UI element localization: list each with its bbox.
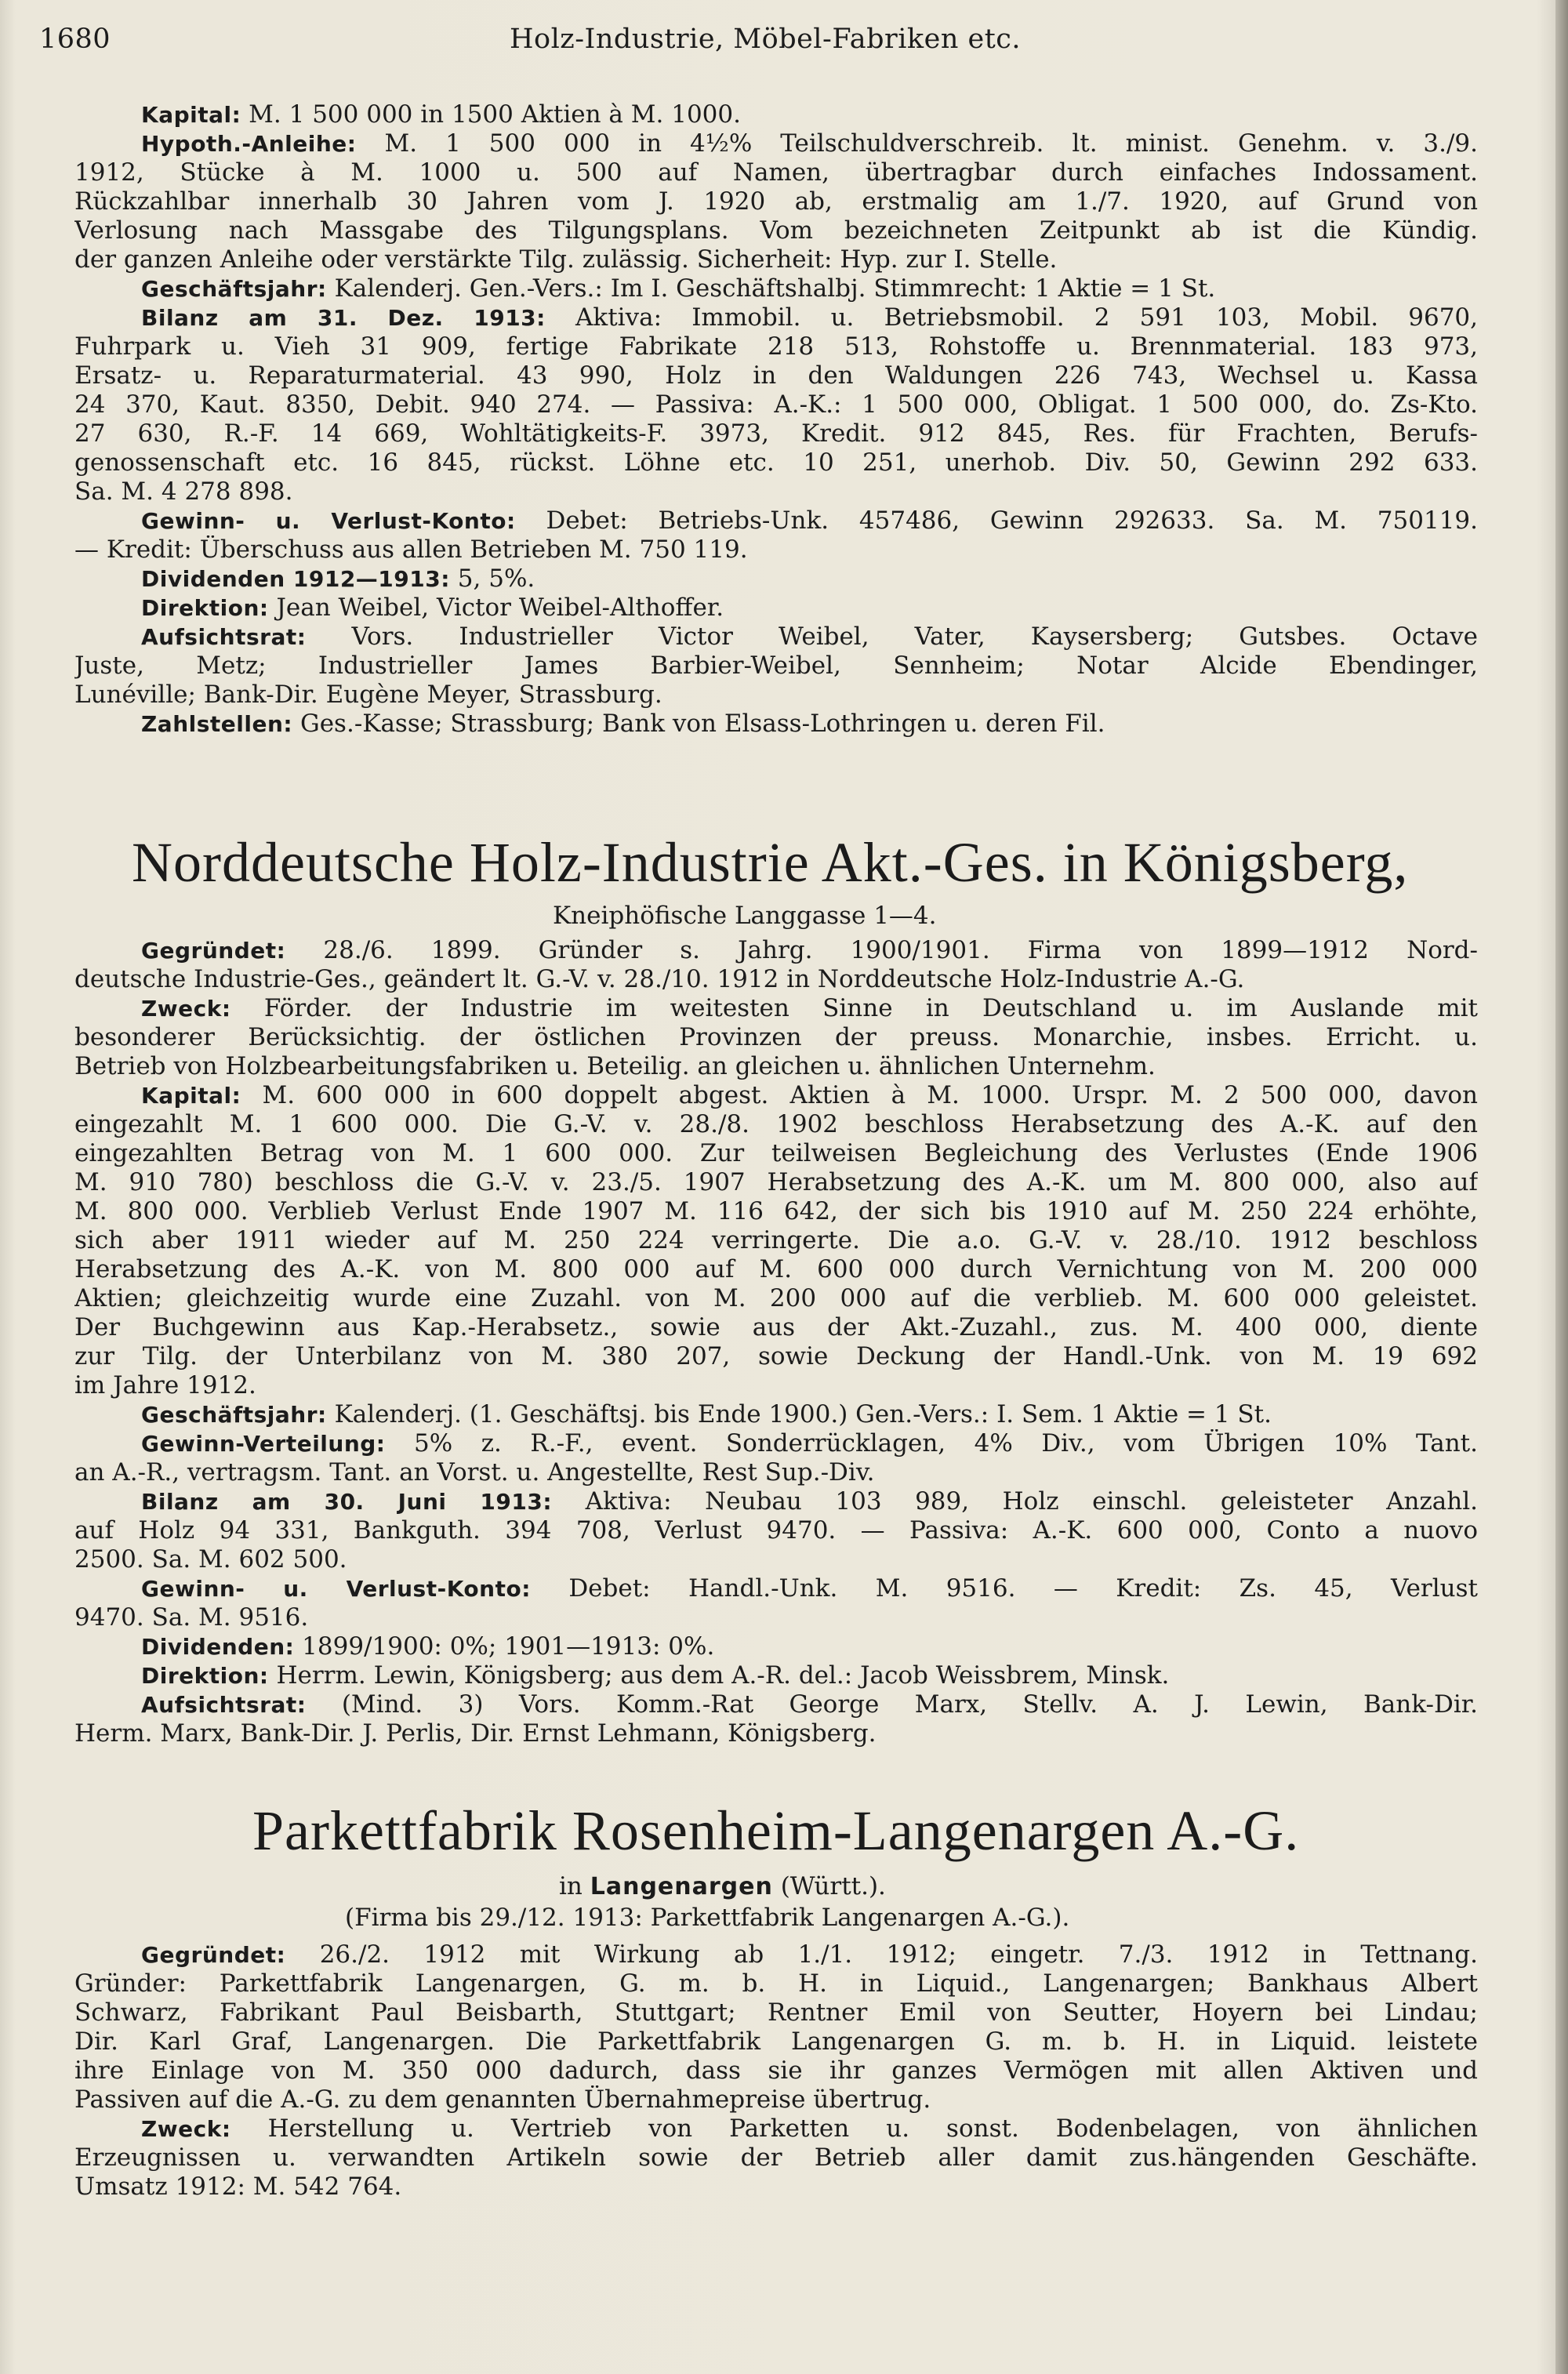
field-text: genossenschaft etc. 16 845, rückst. Löhne etc. 10 251, unerhob. Div. 50, Gewinn 292 633. xyxy=(74,448,1478,477)
text-line xyxy=(74,100,1478,129)
text-line xyxy=(74,710,1478,739)
text-line xyxy=(74,2027,1478,2056)
field-text: Juste, Metz; Industrieller James Barbier-Weibel, Sennheim; Notar Alcide Ebendinger, xyxy=(74,652,1478,680)
field-label: Bilanz am 30. Juni 1913: xyxy=(141,1489,553,1515)
field-text: Sa. M. 4 278 898. xyxy=(74,477,293,506)
text-line xyxy=(74,2085,1478,2114)
field-text: — Kredit: Überschuss aus allen Betrieben M. 750 119. xyxy=(74,535,748,564)
text-line xyxy=(74,936,1478,965)
text-line xyxy=(74,681,1478,710)
field-text: Erzeugnissen u. verwandten Artikeln sowie der Betrieb aller damit zus.hängenden Geschäfte. xyxy=(74,2143,1478,2172)
field-label: Geschäftsjahr: xyxy=(141,276,327,302)
field-text: deutsche Industrie-Ges., geändert lt. G.-V. v. 28./10. 1912 in Norddeutsche Holz-Industrie A.-G. xyxy=(74,965,1245,993)
field-text: eingezahlt M. 1 600 000. Die G.-V. v. 28./8. 1902 beschloss Herabsetzung des A.-K. auf den xyxy=(74,1110,1478,1138)
text-line xyxy=(74,1139,1478,1168)
field-text: Förder. der Industrie im weitesten Sinne in Deutschland u. im Auslande mit xyxy=(230,994,1478,1022)
field-text: (Mind. 3) Vors. Komm.-Rat George Marx, Stellv. A. J. Lewin, Bank-Dir. xyxy=(306,1690,1478,1719)
text-line xyxy=(74,2114,1478,2143)
text-line xyxy=(74,477,1478,506)
field-text: Ersatz- u. Reparaturmaterial. 43 990, Holz in den Waldungen 226 743, Wechsel u. Kassa xyxy=(74,361,1478,390)
entry-norddeutsche xyxy=(74,936,1478,1748)
field-text: der ganzen Anleihe oder verstärkte Tilg. zulässig. Sicherheit: Hyp. zur I. Stelle. xyxy=(74,245,1058,274)
field-label: Zahlstellen: xyxy=(141,711,293,737)
field-text: 9470. Sa. M. 9516. xyxy=(74,1603,309,1632)
field-text: besonderer Berücksichtig. der östlichen Provinzen der preuss. Monarchie, insbes. Erricht. u. xyxy=(74,1023,1478,1051)
page-header xyxy=(39,24,1490,63)
field-text: Herstellung u. Vertrieb von Parketten u. sonst. Bodenbelagen, von ähnlichen xyxy=(230,2114,1478,2143)
field-text: Herabsetzung des A.-K. von M. 800 000 auf M. 600 000 durch Vernichtung von M. 200 000 xyxy=(74,1255,1478,1283)
field-text: Gründer: Parkettfabrik Langenargen, G. m. b. H. in Liquid., Langenargen; Bankhaus Albert xyxy=(74,1969,1478,1998)
entry-location-parkettfabrik xyxy=(559,1872,886,1901)
text-line xyxy=(74,1516,1478,1545)
field-text: M. 910 780) beschloss die G.-V. v. 23./5. 1907 Herabsetzung des A.-K. um M. 800 000, also auf xyxy=(74,1168,1478,1196)
field-text: Passiven auf die A.-G. zu dem genannten Übernahmepreise übertrug. xyxy=(74,2085,931,2114)
text-line xyxy=(74,1023,1478,1052)
page-binding-edge xyxy=(1555,0,1568,2374)
entry-weibel-company xyxy=(74,100,1478,739)
text-line xyxy=(74,1342,1478,1371)
field-label: Gewinn- u. Verlust-Konto: xyxy=(141,508,516,534)
field-text: Rückzahlbar innerhalb 30 Jahren vom J. 1920 ab, erstmalig am 1./7. 1920, auf Grund von xyxy=(74,187,1478,216)
entry-title-norddeutsche: Norddeutsche Holz-Industrie Akt.-Ges. in Königsberg, xyxy=(132,831,1409,894)
field-text: 2500. Sa. M. 602 500. xyxy=(74,1545,347,1574)
field-text: Aktiva: Neubau 103 989, Holz einschl. geleisteter Anzahl. xyxy=(552,1487,1478,1516)
text-line xyxy=(74,216,1478,245)
text-line xyxy=(74,1110,1478,1139)
field-text: Lunéville; Bank-Dir. Eugène Meyer, Strassburg. xyxy=(74,681,662,709)
field-text: Herrm. Lewin, Königsberg; aus dem A.-R. del.: Jacob Weissbrem, Minsk. xyxy=(268,1661,1170,1690)
field-label: Gewinn- u. Verlust-Konto: xyxy=(141,1576,531,1602)
text-line xyxy=(74,623,1478,652)
field-label: Kapital: xyxy=(141,1083,241,1109)
field-text: Der Buchgewinn aus Kap.-Herabsetz., sowie aus der Akt.-Zuzahl., zus. M. 400 000, diente xyxy=(74,1313,1478,1341)
text-line xyxy=(74,1168,1478,1197)
text-line xyxy=(74,1719,1478,1748)
text-line xyxy=(74,158,1478,187)
field-text: M. 1 500 000 in 4½% Teilschuldverschreib. lt. minist. Genehm. v. 3./9. xyxy=(356,129,1478,158)
text-line xyxy=(74,2173,1478,2202)
field-text: Kalenderj. Gen.-Vers.: Im I. Geschäftshalbj. Stimmrecht: 1 Aktie = 1 St. xyxy=(326,274,1216,303)
field-label: Gewinn-Verteilung: xyxy=(141,1431,386,1457)
text-line xyxy=(74,1969,1478,1998)
text-line xyxy=(74,1603,1478,1632)
field-label: Aufsichtsrat: xyxy=(141,1692,307,1718)
field-label: Kapital: xyxy=(141,102,241,128)
text-line xyxy=(74,1574,1478,1603)
text-line xyxy=(74,594,1478,623)
field-text: zur Tilg. der Unterbilanz von M. 380 207, sowie Deckung der Handl.-Unk. von M. 19 692 xyxy=(74,1342,1478,1370)
text-line xyxy=(74,1081,1478,1110)
text-line xyxy=(74,390,1478,419)
field-text: 24 370, Kaut. 8350, Debit. 940 274. — Passiva: A.-K.: 1 500 000, Obligat. 1 500 000, do. Zs-Kto. xyxy=(74,390,1478,419)
text-line xyxy=(74,1371,1478,1400)
text-line xyxy=(74,1998,1478,2027)
field-text: auf Holz 94 331, Bankguth. 394 708, Verlust 9470. — Passiva: A.-K. 600 000, Conto a nuovo xyxy=(74,1516,1478,1545)
text-line xyxy=(74,1545,1478,1574)
location-name: Langenargen xyxy=(590,1873,773,1900)
text-line xyxy=(74,1226,1478,1255)
text-line xyxy=(74,361,1478,390)
field-label: Dividenden: xyxy=(141,1634,295,1660)
field-label: Gegründet: xyxy=(141,938,286,964)
field-text: Schwarz, Fabrikant Paul Beisbarth, Stuttgart; Rentner Emil von Seutter, Hoyern bei Lindau; xyxy=(74,1998,1478,2027)
field-label: Zweck: xyxy=(141,996,231,1022)
text-line xyxy=(74,1458,1478,1487)
text-line xyxy=(74,274,1478,303)
field-text: eingezahlten Betrag von M. 1 600 000. Zur teilweisen Begleichung des Verlustes (Ende 1906 xyxy=(74,1139,1478,1167)
text-line xyxy=(74,245,1478,274)
field-text: Betrieb von Holzbearbeitungsfabriken u. Beteilig. an gleichen u. ähnlichen Unternehm. xyxy=(74,1052,1156,1080)
text-line xyxy=(74,2056,1478,2085)
field-text: 1899/1900: 0%; 1901—1913: 0%. xyxy=(294,1632,715,1661)
field-text: M. 800 000. Verblieb Verlust Ende 1907 M. 116 642, der sich bis 1910 auf M. 250 224 erhöhte, xyxy=(74,1197,1478,1225)
field-text: Aktien; gleichzeitig wurde eine Zuzahl. von M. 200 000 auf die verblieb. M. 600 000 geleistet. xyxy=(74,1284,1478,1312)
former-name-parkettfabrik: (Firma bis 29./12. 1913: Parkettfabrik Langenargen A.-G.). xyxy=(345,1904,1070,1932)
text-line xyxy=(74,2143,1478,2173)
entry-parkettfabrik xyxy=(74,1940,1478,2202)
field-text: 27 630, R.-F. 14 669, Wohltätigkeits-F. 3973, Kredit. 912 845, Res. für Frachten, Berufs- xyxy=(74,419,1478,448)
text-line xyxy=(74,1400,1478,1429)
entry-title-parkettfabrik: Parkettfabrik Rosenheim-Langenargen A.-G. xyxy=(252,1799,1300,1862)
field-text: M. 1 500 000 in 1500 Aktien à M. 1000. xyxy=(241,100,741,129)
field-text: sich aber 1911 wieder auf M. 250 224 verringerte. Die a.o. G.-V. v. 28./10. 1912 beschloss xyxy=(74,1226,1478,1254)
field-text: Herm. Marx, Bank-Dir. J. Perlis, Dir. Ernst Lehmann, Königsberg. xyxy=(74,1719,877,1748)
field-label: Hypoth.-Anleihe: xyxy=(141,131,357,157)
text-line xyxy=(74,332,1478,361)
text-line xyxy=(74,1940,1478,1969)
field-label: Direktion: xyxy=(141,1663,269,1689)
field-text: Verlosung nach Massgabe des Tilgungsplans. Vom bezeichneten Zeitpunkt ab ist die Kündig. xyxy=(74,216,1478,245)
field-text: Jean Weibel, Victor Weibel-Althoffer. xyxy=(268,594,724,622)
field-label: Gegründet: xyxy=(141,1942,286,1968)
text-line xyxy=(74,1197,1478,1226)
page-number: 1680 xyxy=(39,24,111,55)
field-text: Fuhrpark u. Vieh 31 909, fertige Fabrikate 218 513, Rohstoffe u. Brennmaterial. 183 973, xyxy=(74,332,1478,361)
entry-address-norddeutsche: Kneiphöfische Langgasse 1—4. xyxy=(553,902,937,930)
text-line xyxy=(74,129,1478,158)
field-text: Dir. Karl Graf, Langenargen. Die Parkettfabrik Langenargen G. m. b. H. in Liquid. leistete xyxy=(74,2027,1478,2056)
field-label: Zweck: xyxy=(141,2116,231,2142)
text-line xyxy=(74,994,1478,1023)
field-label: Aufsichtsrat: xyxy=(141,624,307,650)
field-label: Bilanz am 31. Dez. 1913: xyxy=(141,305,546,331)
field-label: Geschäftsjahr: xyxy=(141,1402,327,1428)
text-line xyxy=(74,506,1478,535)
text-line xyxy=(74,448,1478,477)
field-text: im Jahre 1912. xyxy=(74,1371,256,1399)
field-text: Ges.-Kasse; Strassburg; Bank von Elsass-Lothringen u. deren Fil. xyxy=(292,710,1105,738)
field-text: 5, 5%. xyxy=(449,564,535,593)
location-prefix: in xyxy=(559,1872,590,1900)
text-line xyxy=(74,1487,1478,1516)
text-line xyxy=(74,535,1478,564)
text-line xyxy=(74,652,1478,681)
text-line xyxy=(74,1052,1478,1081)
text-line xyxy=(74,1632,1478,1661)
running-title: Holz-Industrie, Möbel-Fabriken etc. xyxy=(510,24,1022,55)
field-text: Kalenderj. (1. Geschäftsj. bis Ende 1900.) Gen.-Vers.: I. Sem. 1 Aktie = 1 St. xyxy=(326,1400,1272,1428)
text-line xyxy=(74,1255,1478,1284)
field-text: an A.-R., vertragsm. Tant. an Vorst. u. Angestellte, Rest Sup.-Div. xyxy=(74,1458,875,1486)
field-text: Umsatz 1912: M. 542 764. xyxy=(74,2173,402,2201)
text-line xyxy=(74,1313,1478,1342)
field-label: Direktion: xyxy=(141,595,269,621)
field-text: 26./2. 1912 mit Wirkung ab 1./1. 1912; eingetr. 7./3. 1912 in Tettnang. xyxy=(285,1940,1478,1969)
field-text: 5% z. R.-F., event. Sonderrücklagen, 4% Div., vom Übrigen 10% Tant. xyxy=(385,1429,1478,1457)
text-line xyxy=(74,965,1478,994)
text-line xyxy=(74,564,1478,594)
location-suffix: (Württ.). xyxy=(772,1872,886,1900)
field-label: Dividenden 1912—1913: xyxy=(141,566,450,592)
field-text: Debet: Handl.-Unk. M. 9516. — Kredit: Zs. 45, Verlust xyxy=(530,1574,1478,1603)
text-line xyxy=(74,1690,1478,1719)
field-text: M. 600 000 in 600 doppelt abgest. Aktien à M. 1000. Urspr. M. 2 500 000, davon xyxy=(241,1081,1478,1109)
field-text: 1912, Stücke à M. 1000 u. 500 auf Namen, übertragbar durch einfaches Indossament. xyxy=(74,158,1478,187)
field-text: Aktiva: Immobil. u. Betriebsmobil. 2 591 103, Mobil. 9670, xyxy=(545,303,1478,332)
field-text: ihre Einlage von M. 350 000 dadurch, dass sie ihr ganzes Vermögen mit allen Aktiven und xyxy=(74,2056,1478,2085)
text-line xyxy=(74,187,1478,216)
field-text: 28./6. 1899. Gründer s. Jahrg. 1900/1901. Firma von 1899—1912 Nord- xyxy=(285,936,1478,964)
text-line xyxy=(74,1429,1478,1458)
text-line xyxy=(74,419,1478,448)
text-line xyxy=(74,1661,1478,1690)
text-line xyxy=(74,303,1478,332)
text-line xyxy=(74,1284,1478,1313)
field-text: Vors. Industrieller Victor Weibel, Vater, Kaysersberg; Gutsbes. Octave xyxy=(306,623,1478,651)
field-text: Debet: Betriebs-Unk. 457486, Gewinn 292633. Sa. M. 750119. xyxy=(515,506,1478,535)
